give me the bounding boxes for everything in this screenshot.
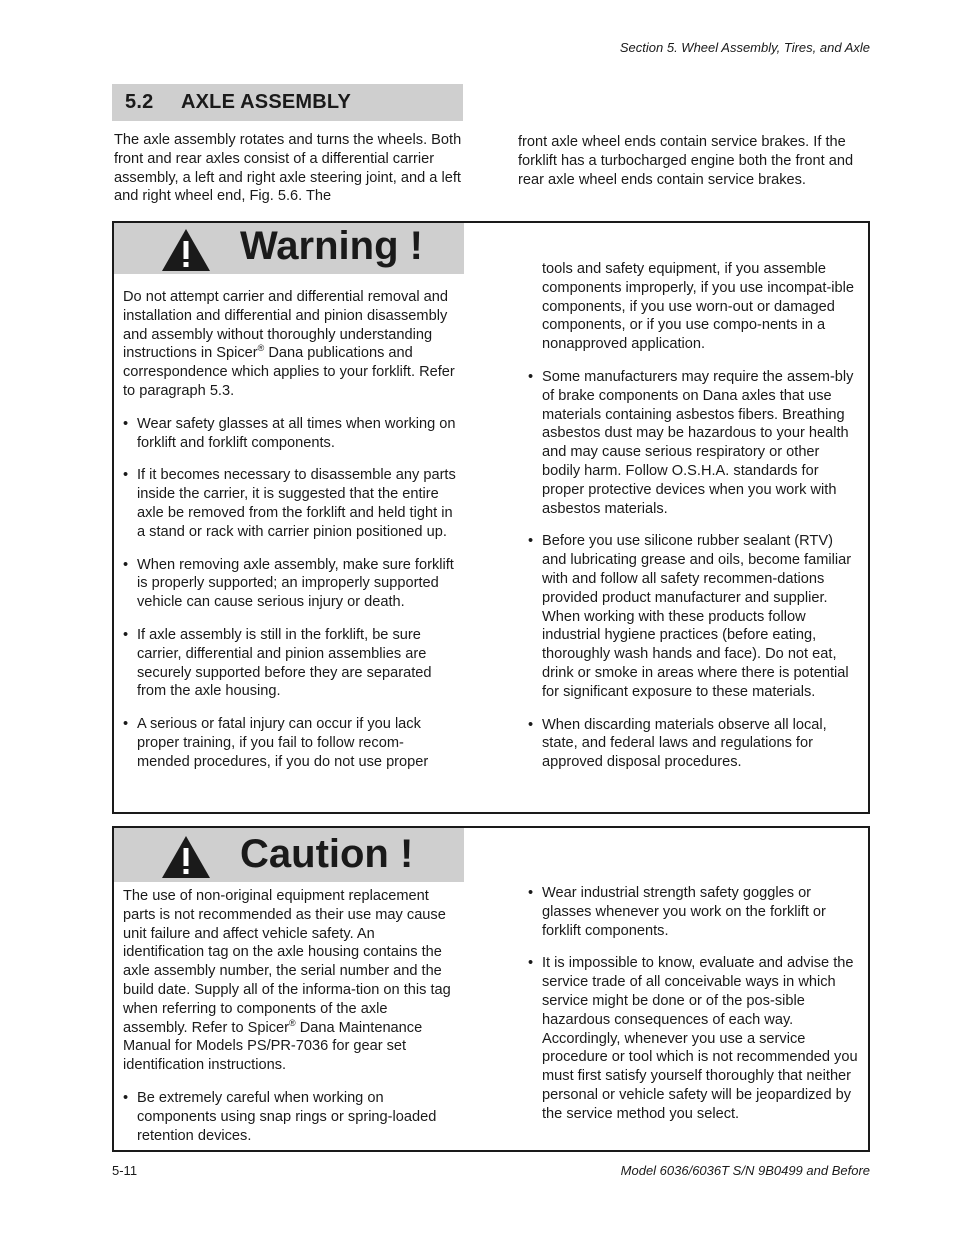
- bullet-item: [528, 532, 858, 701]
- bullet-item: [123, 626, 456, 701]
- warning-title: Warning !: [240, 224, 423, 268]
- bullet-item: [123, 556, 456, 612]
- bullet-item: [123, 715, 456, 771]
- warning-left-bullets: [123, 415, 456, 772]
- caution-right-column: [528, 884, 858, 1138]
- bullet-text: Wear industrial strength safety goggles or glasses whenever you work on the forklift or forklift components.: [542, 885, 826, 939]
- section-title: AXLE ASSEMBLY: [181, 91, 352, 113]
- warning-header: [114, 223, 464, 274]
- warning-intro-paragraph: Do not attempt carrier and differential removal and installation and differential and pinion disassembly and assembly without thoroughly understanding instructions in Spicer® Dana publications and correspondence which applies to your forklift. Refer to paragraph 5.3.: [123, 289, 455, 399]
- bullet-glyph: •: [528, 955, 534, 972]
- bullet-item: [123, 1089, 456, 1145]
- bullet-text: A serious or fatal injury can occur if you lack proper training, if you fail to follow recom-mended procedures, if you do not use proper: [137, 716, 429, 770]
- warning-right-column: [528, 260, 858, 786]
- bullet-text: Some manufacturers may require the assem-bly of brake components on Dana axles that use materials containing asbestos fibers. Breathing asbestos dust may be hazardous to your health and may cause serious respiratory or other bodily harm. Follow O.S.H.A. standards for proper protective devices when you work with asbestos materials.: [542, 368, 854, 517]
- section-heading: [112, 84, 463, 121]
- bullet-text: Be extremely careful when working on components using snap rings or spring-loaded retention devices.: [137, 1089, 437, 1144]
- intro-right-text: front axle wheel ends contain service brakes. If the forklift has a turbocharged engine both the front and rear axle wheel ends contain service brakes.: [518, 134, 854, 188]
- bullet-glyph: •: [528, 716, 534, 733]
- bullet-glyph: •: [123, 467, 129, 484]
- bullet-text: If axle assembly is still in the forklift, be sure carrier, differential and pinion assemblies are securely supported before they are separated from the axle housing.: [137, 626, 432, 700]
- warning-right-bullets: [528, 368, 858, 772]
- section-number: 5.2: [125, 91, 154, 113]
- caution-header: [114, 828, 464, 882]
- bullet-glyph: •: [528, 368, 534, 385]
- exclamation-triangle-icon: [160, 227, 212, 273]
- bullet-text: It is impossible to know, evaluate and advise the service trade of all conceivable ways in which service might be done or of the pos-sible hazardous consequences of each way. Accordingly, whenever you use a service procedure or tool which is not recommended you must first satisfy yourself thoroughly that neither personal or vehicle safety will be jeopardized by the service method you select.: [542, 955, 858, 1122]
- warning-left-column: [123, 288, 456, 786]
- warning-continuation: tools and safety equipment, if you assemble components improperly, if you use incompat-ible components, if you use worn-out or damaged components, or if you use compo-nents in a nonapproved application.: [542, 261, 855, 353]
- bullet-item: [528, 884, 858, 940]
- bullet-glyph: •: [528, 885, 534, 901]
- caution-box: [112, 826, 870, 1152]
- bullet-text: When removing axle assembly, make sure forklift is properly supported; an improperly supported vehicle can cause serious injury or death.: [137, 556, 454, 611]
- bullet-text: If it becomes necessary to disassemble any parts inside the carrier, it is suggested that the entire axle be removed from the forklift and held tight in a stand or rack with carrier pinion positioned up.: [137, 467, 456, 540]
- bullet-item: [528, 954, 858, 1123]
- bullet-item: [123, 415, 456, 453]
- bullet-item: [123, 466, 456, 541]
- bullet-text: Wear safety glasses at all times when working on forklift and forklift components.: [137, 415, 456, 451]
- bullet-glyph: •: [528, 533, 534, 550]
- bullet-glyph: •: [123, 716, 129, 733]
- bullet-item: [528, 368, 858, 518]
- bullet-glyph: •: [123, 626, 129, 643]
- running-head: Section 5. Wheel Assembly, Tires, and Axle: [619, 40, 870, 55]
- intro-right-column: [518, 133, 863, 189]
- bullet-glyph: •: [123, 1089, 129, 1106]
- bullet-item: [528, 716, 858, 772]
- bullet-glyph: •: [123, 415, 129, 432]
- bullet-text: When discarding materials observe all local, state, and federal laws and regulations for approved disposal procedures.: [542, 716, 827, 771]
- intro-left-column: [114, 131, 464, 206]
- exclamation-triangle-icon: [160, 834, 212, 880]
- bullet-glyph: •: [123, 556, 129, 573]
- page-number: 5-11: [112, 1163, 138, 1178]
- intro-left-text: The axle assembly rotates and turns the wheels. Both front and rear axles consist of a differential carrier assembly, a left and right axle steering joint, and a left and right wheel end, Fig. 5.6. The: [114, 132, 462, 205]
- caution-title: Caution !: [240, 832, 414, 876]
- caution-left-column: [123, 887, 456, 1159]
- caution-intro-paragraph: The use of non-original equipment replacement parts is not recommended as their use may cause unit failure and affect vehicle safety. An identification tag on the axle housing contains the axle assembly number, the serial number and the build date. Supply all of the informa-tion on this tag when referring to components of the axle assembly. Refer to Spicer® Dana Maintenance Manual for Models PS/PR-7036 for gear set identification instructions.: [123, 888, 451, 1074]
- bullet-text: Before you use silicone rubber sealant (RTV) and lubricating grease and oils, become familiar with and follow all safety recommen-dations provided product manufacturer and supplier. When working with these products follow industrial hygiene practices (before eating, thoroughly wash hands and face). Do not eat, drink or smoke in areas where there is potential for significant exposure to these materials.: [542, 533, 852, 700]
- caution-left-bullets: [123, 1089, 456, 1145]
- model-footer: Model 6036/6036T S/N 9B0499 and Before: [620, 1163, 870, 1178]
- caution-right-bullets: [528, 884, 858, 1124]
- warning-box: [112, 221, 870, 814]
